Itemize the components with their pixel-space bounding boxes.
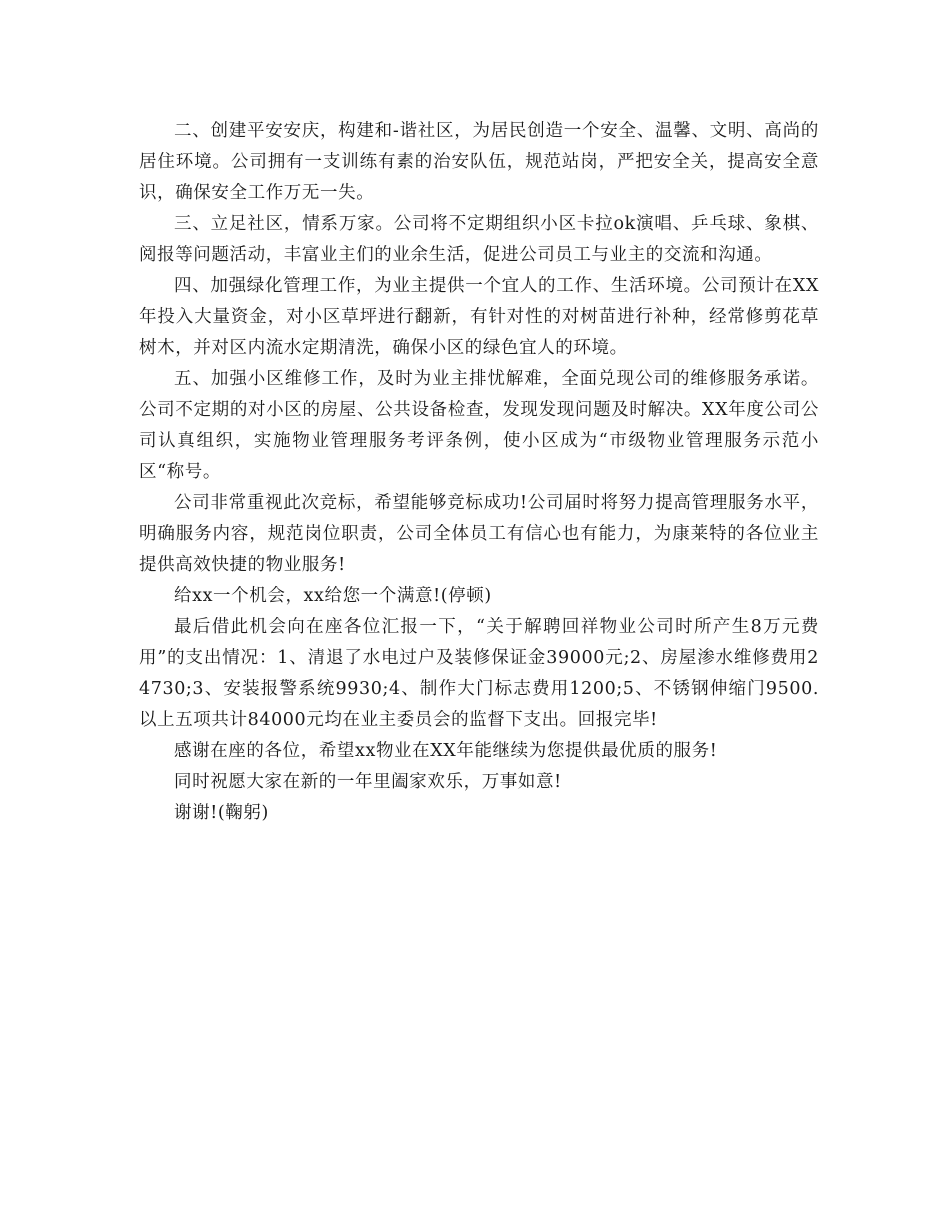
paragraph-wishes: 同时祝愿大家在新的一年里阖家欢乐，万事如意! — [174, 772, 562, 792]
paragraph-expense-report: 最后借此机会向在座各位汇报一下，“关于解聘回祥物业公司时所产生8万元费用”的支出情况：1、清退了水电过户及装修保证金39000元;2、房屋渗水维修费用24730;3、安装报警系统9930;4、制作大门标志费用1200;5、不锈钢伸缩门9500.以上五项共计84000元均在业主委员会的监督下支出。回报完毕! — [139, 617, 819, 730]
paragraph-bid: 公司非常重视此次竞标，希望能够竞标成功!公司届时将努力提高管理服务水平，明确服务内容，规范岗位职责，公司全体员工有信心也有能力，为康莱特的各位业主提供高效快捷的物业服务! — [139, 493, 819, 575]
paragraph-community: 三、立足社区，情系万家。公司将不定期组织小区卡拉ok演唱、乒乓球、象棋、阅报等问题活动，丰富业主们的业余生活，促进公司员工与业主的交流和沟通。 — [139, 214, 819, 265]
paragraph-greening: 四、加强绿化管理工作，为业主提供一个宜人的工作、生活环境。公司预计在XX年投入大量资金，对小区草坪进行翻新，有针对性的对树苗进行补种，经常修剪花草树木，并对区内流水定期清洗，确保小区的绿色宜人的环境。 — [139, 276, 819, 358]
document-body — [139, 116, 819, 829]
paragraph-maintenance: 五、加强小区维修工作，及时为业主排忧解难，全面兑现公司的维修服务承诺。公司不定期的对小区的房屋、公共设备检查，发现发现问题及时解决。XX年度公司公司认真组织，实施物业管理服务考评条例，使小区成为“市级物业管理服务示范小区“称号。 — [139, 369, 819, 482]
paragraph-security: 二、创建平安安庆，构建和-谐社区，为居民创造一个安全、温馨、文明、高尚的居住环境。公司拥有一支训练有素的治安队伍，规范站岗，严把安全关，提高安全意识，确保安全工作万无一失。 — [139, 121, 819, 203]
paragraph-closing: 谢谢!(鞠躬) — [174, 803, 269, 823]
paragraph-chance: 给xx一个机会，xx给您一个满意!(停顿) — [174, 586, 492, 606]
paragraph-thanks: 感谢在座的各位，希望xx物业在XX年能继续为您提供最优质的服务! — [174, 741, 718, 761]
